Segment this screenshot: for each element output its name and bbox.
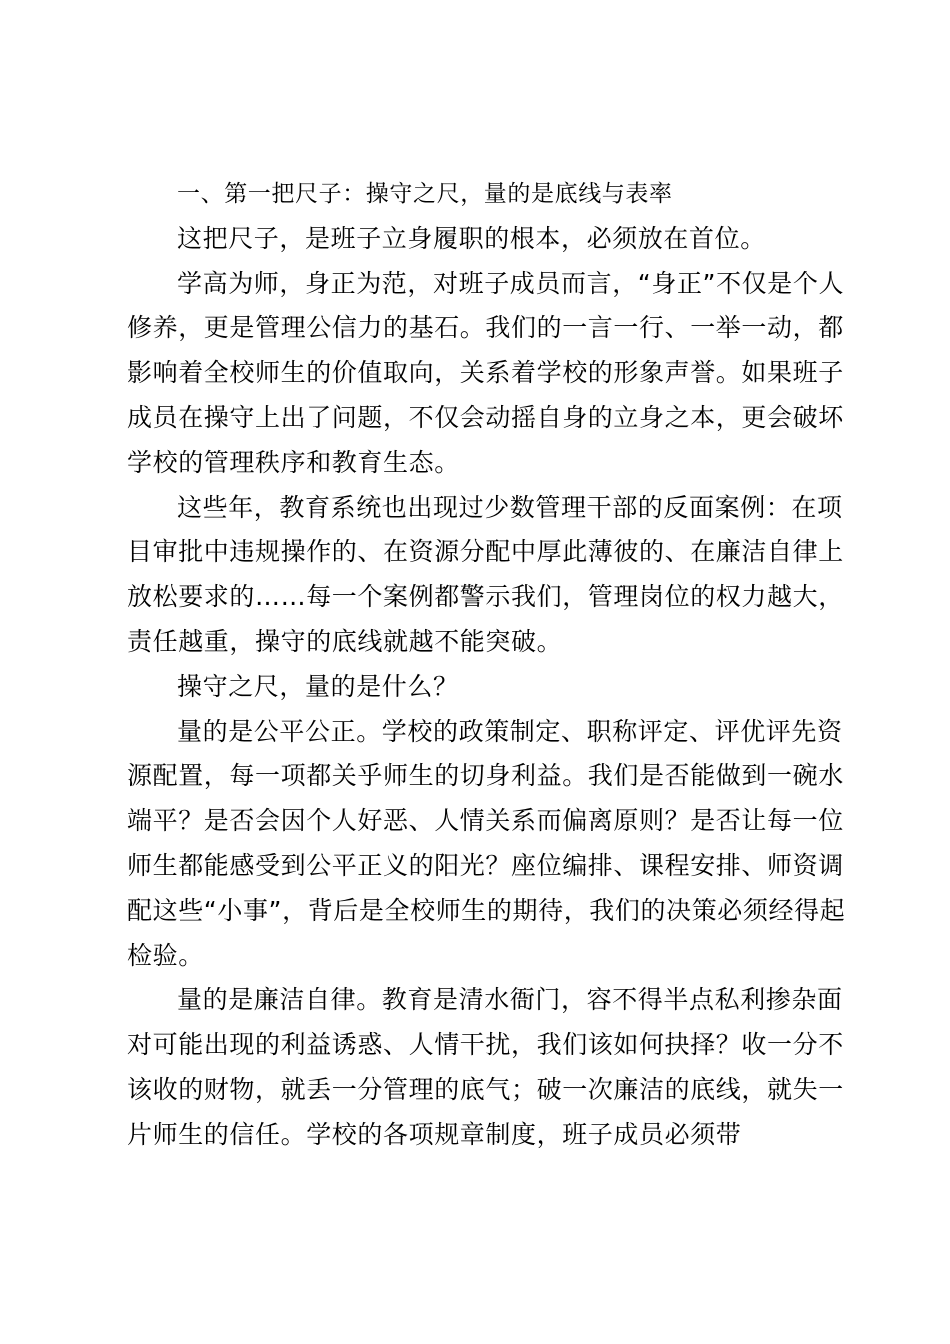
paragraph-5: 量的是公平公正。学校的政策制定、职称评定、评优评先资源配置，每一项都关乎师生的切身利益。我们是否能做到一碗水端平？是否会因个人好恶、人情关系而偏离原则？是否让每一位师生都能感受到公平正义的阳光？座位编排、课程安排、师资调配这些“小事”，背后是全校师生的期待，我们的决策必须经得起检验。 bbox=[127, 716, 846, 970]
paragraph-1: 这把尺子，是班子立身履职的根本，必须放在首位。 bbox=[177, 223, 766, 253]
paragraph-2: 学高为师，身正为范，对班子成员而言，“身正”不仅是个人修养，更是管理公信力的基石。我们的一言一行、一举一动，都影响着全校师生的价值取向，关系着学校的形象声誉。如果班子成员在操守上出了问题，不仅会动摇自身的立身之本，更会破坏学校的管理秩序和教育生态。 bbox=[127, 268, 845, 477]
paragraph-3: 这些年，教育系统也出现过少数管理干部的反面案例：在项目审批中违规操作的、在资源分配中厚此薄彼的、在廉洁自律上放松要求的……每一个案例都警示我们，管理岗位的权力越大，责任越重，操守的底线就越不能突破。 bbox=[127, 492, 844, 656]
paragraph-6: 量的是廉洁自律。教育是清水衙门，容不得半点私利掺杂面对可能出现的利益诱惑、人情干扰，我们该如何抉择？收一分不该收的财物，就丢一分管理的底气；破一次廉洁的底线，就失一片师生的信任。学校的各项规章制度，班子成员必须带 bbox=[127, 985, 844, 1149]
document-body bbox=[127, 172, 847, 1158]
paragraph-4: 操守之尺，量的是什么？ bbox=[177, 671, 459, 701]
section-heading: 一、第一把尺子：操守之尺，量的是底线与表率 bbox=[177, 181, 673, 207]
